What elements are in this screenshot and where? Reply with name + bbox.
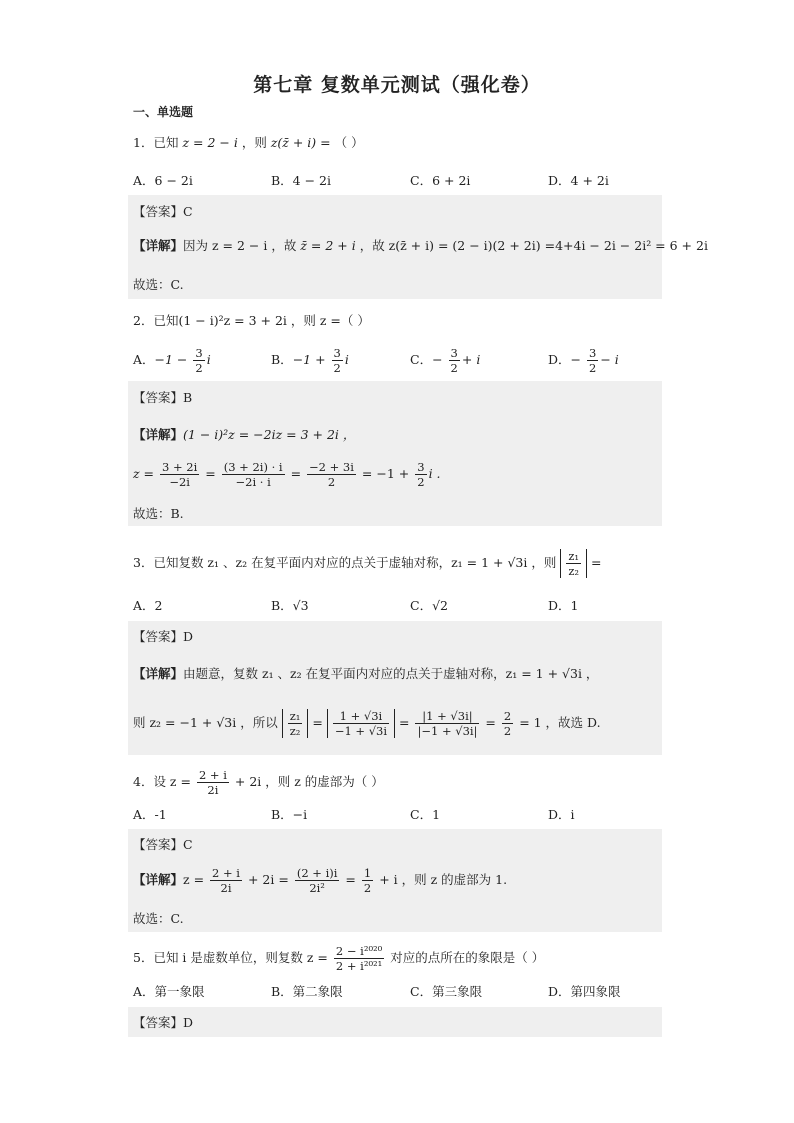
question-4-conclusion: 故选：C. xyxy=(133,911,184,926)
question-2-solution-box xyxy=(128,381,662,526)
question-1-detail: 【详解】因为 z = 2 − i ，故 z̄ = 2 + i ，故 z(z̄ + i) = (2 − i)(2 + 2i) =4+4i − 2i − 2i² = 6 + 2i xyxy=(133,238,708,253)
question-2-conclusion: 故选：B. xyxy=(133,506,184,521)
question-4-stem: 4．设 z = $\frac{2 + i}{2i}$ + 2i ，则 z 的虚部为（ ） xyxy=(133,768,384,797)
section-heading: 一、单选题 xyxy=(133,105,194,119)
question-2-option-a: A．−1 − $\frac{3}{2}$ i xyxy=(133,346,211,375)
question-3-stem: 3．已知复数 z₁ 、z₂ 在复平面内对应的点关于虚轴对称，z₁ = 1 + √3i ，则 $\frac{\text{z₁}}{\text{z₂}}$ = xyxy=(133,549,602,578)
question-5-solution-box xyxy=(128,1007,662,1037)
question-2-stem: 2．已知(1 − i)²z = 3 + 2i ，则 z =（ ） xyxy=(133,313,370,328)
question-3-detail-line-2: 则 z₂ = −1 + √3i ，所以 $\frac{\text{z₁}}{\text{z₂}}$ = $\frac{1 + √3i}{-1 + √3i}$ = $\frac{|1 + √3i|}{|-1 + √3i|}$ = $\frac{2}{2}$ = 1 ，故选 D. xyxy=(133,709,601,738)
question-4-detail: 【详解】z = $\frac{2 + i}{2i}$ + 2i = $\frac{(2 + i)i}{\text{2i²}}$ = $\frac{1}{2}$ + i ，则 z 的虚部为 1. xyxy=(133,866,508,895)
question-2-detail-line-2: z = $\frac{3 + 2i}{-2i}$ = $\frac{(3 + 2i) \cdot i}{-2i \cdot i}$ = $\frac{-2 + 3i}{2}$ = −1 + $\frac{3}{2}$ i . xyxy=(133,460,441,489)
question-3-option-c: C．√2 xyxy=(410,598,448,613)
question-5-answer: 【答案】D xyxy=(133,1015,194,1030)
question-1-option-d: D．4 + 2i xyxy=(548,173,609,188)
question-5-option-d: D．第四象限 xyxy=(548,984,621,999)
question-1-conclusion: 故选：C. xyxy=(133,277,184,292)
fraction: $\frac{3}{2}$ xyxy=(333,346,341,375)
question-3-answer: 【答案】D xyxy=(133,629,194,644)
question-4-answer: 【答案】C xyxy=(133,837,193,852)
question-3-option-a: A．2 xyxy=(133,598,163,613)
fraction: $\frac{3}{2}$ xyxy=(195,346,203,375)
question-1-answer: 【答案】C xyxy=(133,204,193,219)
question-1-stem: 1．已知 z = 2 − i ，则 z(z̄ + i) = （ ） xyxy=(133,135,364,150)
question-1-option-a: A．6 − 2i xyxy=(133,173,193,188)
question-3-option-d: D．1 xyxy=(548,598,579,613)
fraction: $\frac{3}{2}$ xyxy=(450,346,458,375)
question-4-option-a: A．-1 xyxy=(133,807,167,822)
question-4-option-b: B．−i xyxy=(271,807,308,822)
question-1-option-c: C．6 + 2i xyxy=(410,173,471,188)
question-2-answer: 【答案】B xyxy=(133,390,193,405)
question-2-option-d: D．− $\frac{3}{2}$ − i xyxy=(548,346,619,375)
question-5-stem: 5．已知 i 是虚数单位，则复数 z = $\frac{\text{2 − i²⁰²⁰}}{\text{2 + i²⁰²¹}}$ 对应的点所在的象限是（ ） xyxy=(133,944,545,973)
question-4-option-c: C．1 xyxy=(410,807,441,822)
question-2-option-b: B．−1 + $\frac{3}{2}$ i xyxy=(271,346,349,375)
question-3-option-b: B．√3 xyxy=(271,598,309,613)
question-5-option-a: A．第一象限 xyxy=(133,984,205,999)
question-2-detail: 【详解】(1 − i)²z = −2iz = 3 + 2i ， xyxy=(133,427,356,442)
question-4-option-d: D．i xyxy=(548,807,575,822)
question-2-option-c: C．− $\frac{3}{2}$ + i xyxy=(410,346,481,375)
question-5-option-b: B．第二象限 xyxy=(271,984,343,999)
question-1-option-b: B．4 − 2i xyxy=(271,173,332,188)
page-title: 第七章 复数单元测试（强化卷） xyxy=(253,74,541,96)
question-5-option-c: C．第三象限 xyxy=(410,984,483,999)
fraction: $\frac{3}{2}$ xyxy=(589,346,597,375)
question-3-detail: 【详解】由题意，复数 z₁ 、z₂ 在复平面内对应的点关于虚轴对称，z₁ = 1 + √3i ， xyxy=(133,666,599,681)
